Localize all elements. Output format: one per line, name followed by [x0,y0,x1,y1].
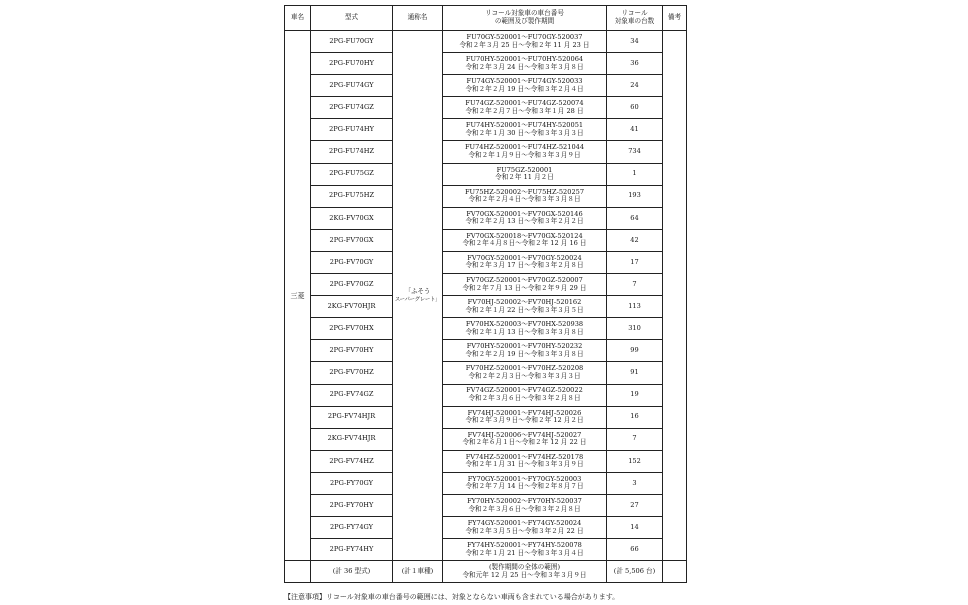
production-period: 令和２年１月 31 日～令和３年３月９日 [465,460,584,469]
chassis-range: FY70HY-520002～FY70HY-520037 [467,496,582,505]
model-cell: 2PG-FV74GZ [311,384,393,406]
model-cell: 2PG-FV70GX [311,229,393,251]
count-cell: 193 [607,185,663,207]
model-cell: 2PG-FU74HZ [311,141,393,163]
production-period: 令和２年４月８日～令和２年 12 月 16 日 [462,239,587,248]
table-row [285,75,687,97]
count-cell: 3 [607,472,663,494]
count-cell: 34 [607,31,663,53]
table-row [285,494,687,516]
table-row [285,251,687,273]
table-row [285,207,687,229]
range-cell [443,75,607,97]
production-period: 令和２年１月 22 日～令和３年３月５日 [465,305,584,314]
production-period: 令和２年２月 13 日～令和３年２月２日 [465,217,584,226]
count-cell: 41 [607,119,663,141]
production-period: 令和２年 11 月２日 [495,173,554,182]
production-period: 令和２年１月 13 日～令和３年３月８日 [465,327,584,336]
count-cell: 152 [607,450,663,472]
chassis-range: FU75GZ-520001 [496,165,553,174]
production-period: 令和２年１月 30 日～令和３年３月３日 [465,128,584,137]
chassis-range: FV74HJ-520001～FV74HJ-520026 [467,408,582,417]
model-cell: 2KG-FV70GX [311,207,393,229]
summary-names: (計１車種) [393,561,443,583]
model-cell: 2PG-FV70HX [311,318,393,340]
count-cell: 113 [607,296,663,318]
header-count [607,6,663,31]
model-cell: 2PG-FU74GY [311,75,393,97]
range-cell [443,207,607,229]
model-cell: 2PG-FU74GZ [311,97,393,119]
table-row [285,31,687,53]
common-name-cell [393,31,443,561]
summary-period: 令和元年 12 月 25 日～令和３年３月９日 [462,570,587,579]
table-row [285,119,687,141]
count-cell: 36 [607,53,663,75]
table-row [285,53,687,75]
chassis-range: FU75HZ-520002～FU75HZ-520257 [464,187,585,196]
chassis-range: FV70HX-520003～FV70HX-520938 [465,320,584,329]
chassis-range: FY74HY-520001～FY74HY-520078 [467,541,582,550]
chassis-range: FV70GX-520018～FV70GX-520124 [466,231,583,240]
range-cell [443,428,607,450]
summary-row [285,561,687,583]
count-cell: 310 [607,318,663,340]
model-cell: 2KG-FV74HJR [311,428,393,450]
chassis-range: FV70HZ-520001～FV70HZ-520208 [465,364,584,373]
note-text: 【注意事項】リコール対象車の車台番号の範囲には、対象とならない車両も含まれている場合があります。 [284,593,620,601]
chassis-range: FV74HJ-520006～FV74HJ-520027 [467,430,582,439]
chassis-range: FY74GY-520001～FY74GY-520024 [467,519,582,528]
count-cell: 734 [607,141,663,163]
count-cell: 1 [607,163,663,185]
production-period: 令和２年２月７日～令和３年１月 28 日 [465,106,584,115]
table-row [285,340,687,362]
table-row [285,163,687,185]
chassis-range: FV70GZ-520001～FV70GZ-520007 [466,276,583,284]
table-row [285,384,687,406]
production-period: 令和２年６月１日～令和２年 12 月 22 日 [462,438,587,447]
count-cell: 91 [607,362,663,384]
model-cell: 2PG-FV70GY [311,251,393,273]
range-cell [443,229,607,251]
production-period: 令和２年３月９日～令和２年 12 月２日 [465,416,584,425]
table-row [285,97,687,119]
recall-table [284,5,687,583]
header-model: 型式 [311,6,393,31]
range-cell [443,31,607,53]
production-period: 令和２年１月 21 日～令和３年３月４日 [465,548,584,557]
chassis-range: FU70HY-520001～FU70HY-520064 [465,55,584,64]
production-period: 令和２年７月 14 日～令和２年８月７日 [465,482,584,491]
chassis-range: FV74GZ-520001～FV74GZ-520022 [466,386,583,395]
production-period: 令和２年３月 25 日～令和２年 11 月 23 日 [459,40,590,49]
range-cell [443,406,607,428]
production-period: 令和２年３月６日～令和３年２月８日 [468,394,581,403]
count-cell: 7 [607,428,663,450]
table-row [285,141,687,163]
production-period: 令和２年３月６日～令和３年２月８日 [468,504,581,513]
common-name-line2: スーパーグレート」 [394,296,441,303]
range-cell [443,539,607,561]
count-cell: 17 [607,251,663,273]
model-cell: 2PG-FY70HY [311,494,393,516]
production-period: 令和２年７月 13 日～令和２年９月 29 日 [462,283,587,292]
range-cell [443,141,607,163]
chassis-range: FU70GY-520001～FU70GY-520037 [466,32,583,41]
range-cell [443,494,607,516]
range-cell [443,340,607,362]
count-cell: 19 [607,384,663,406]
model-cell: 2PG-FU75HZ [311,185,393,207]
range-cell [443,517,607,539]
range-cell [443,163,607,185]
summary-models: (計 36 型式) [311,561,393,583]
count-cell: 42 [607,229,663,251]
count-cell: 14 [607,517,663,539]
chassis-range: FV70HJ-520002～FV70HJ-520162 [467,298,582,307]
header-maker: 車名 [285,6,311,31]
count-cell: 24 [607,75,663,97]
model-cell: 2PG-FV74HJR [311,406,393,428]
table-row [285,472,687,494]
model-cell: 2PG-FY74GY [311,517,393,539]
production-period: 令和２年３月 24 日～令和３年３月８日 [465,62,584,71]
table-row [285,450,687,472]
count-cell: 64 [607,207,663,229]
chassis-range: FU74GY-520001～FU74GY-520033 [466,77,583,86]
model-cell: 2PG-FY74HY [311,539,393,561]
header-common-name: 通称名 [393,6,443,31]
maker-name: 三菱 [290,291,305,300]
model-cell: 2PG-FV70HZ [311,362,393,384]
model-cell: 2PG-FV74HZ [311,450,393,472]
count-cell: 27 [607,494,663,516]
table-row [285,406,687,428]
table-row [285,296,687,318]
table-row [285,185,687,207]
model-cell: 2PG-FU70HY [311,53,393,75]
count-cell: 99 [607,340,663,362]
production-period: 令和２年３月５日～令和３年２月 22 日 [465,526,584,535]
chassis-range: FV70GY-520001～FV70GY-520024 [467,253,582,262]
range-cell [443,274,607,296]
model-cell: 2PG-FV70GZ [311,274,393,296]
chassis-range: FV70HY-520001～FV70HY-520232 [466,342,583,351]
maker-cell [285,31,311,561]
summary-period-cell [443,561,607,583]
model-cell: 2KG-FV70HJR [311,296,393,318]
range-cell [443,251,607,273]
count-cell: 16 [607,406,663,428]
model-cell: 2PG-FU74HY [311,119,393,141]
remarks-cell [663,31,687,561]
range-cell [443,185,607,207]
chassis-range: FU74HY-520001～FU74HY-520051 [465,121,584,130]
production-period: 令和２年２月３日～令和３年３月３日 [468,371,581,380]
range-cell [443,53,607,75]
recall-document [284,5,687,583]
header-row [285,6,687,31]
model-cell: 2PG-FU75GZ [311,163,393,185]
table-row [285,539,687,561]
range-cell [443,97,607,119]
table-row [285,274,687,296]
table-row [285,229,687,251]
range-cell [443,318,607,340]
table-row [285,318,687,340]
count-cell: 7 [607,274,663,296]
chassis-range: FV74HZ-520001～FV74HZ-520178 [465,452,584,461]
model-cell: 2PG-FU70GY [311,31,393,53]
count-cell: 60 [607,97,663,119]
chassis-range: FU74GZ-520001～FU74GZ-520074 [465,99,584,108]
count-cell: 66 [607,539,663,561]
model-cell: 2PG-FY70GY [311,472,393,494]
range-cell [443,296,607,318]
production-period: 令和２年３月 17 日～令和３年２月８日 [465,261,584,270]
summary-maker-cell [285,561,311,583]
production-period: 令和２年２月４日～令和３年３月８日 [468,195,581,204]
range-cell [443,450,607,472]
summary-period-label: (製作期間の全体の範囲) [488,563,561,572]
model-cell: 2PG-FV70HY [311,340,393,362]
production-period: 令和２年１月９日～令和３年３月９日 [468,151,581,160]
common-name-line1: 「ふそう [404,287,431,296]
table-row [285,428,687,450]
header-range [443,6,607,31]
chassis-range: FU74HZ-520001～FU74HZ-521044 [464,143,585,152]
header-range-line2: の範囲及び製作期間 [494,17,555,25]
table-body [285,31,687,561]
range-cell [443,362,607,384]
range-cell [443,384,607,406]
summary-total: (計 5,506 台) [607,561,663,583]
chassis-range: FV70GX-520001～FV70GX-520146 [466,209,583,218]
range-cell [443,472,607,494]
header-count-line1: リコール [621,9,648,18]
range-cell [443,119,607,141]
table-row [285,362,687,384]
chassis-range: FY70GY-520001～FY70GY-520003 [467,474,582,483]
summary-remarks-cell [663,561,687,583]
production-period: 令和２年２月 19 日～令和３年３月８日 [465,349,584,358]
header-count-line2: 対象車の台数 [614,17,655,25]
production-period: 令和２年２月 19 日～令和３年２月４日 [465,84,584,93]
header-range-line1: リコール対象車の車台番号 [485,9,564,18]
header-remarks: 備考 [663,6,687,31]
table-row [285,517,687,539]
